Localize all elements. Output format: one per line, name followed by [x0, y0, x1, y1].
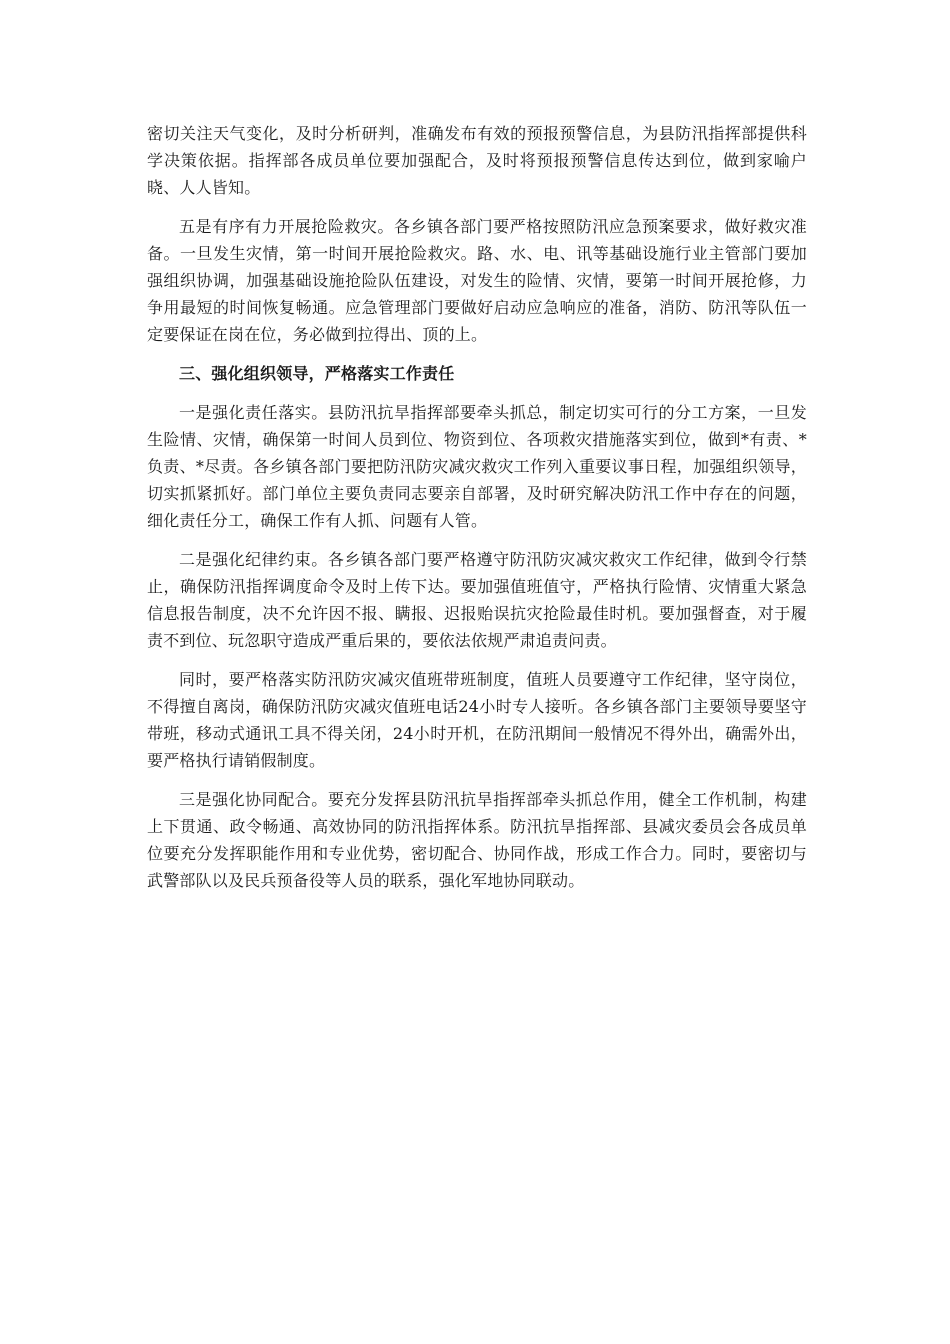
paragraph-duty-system: 同时，要严格落实防汛防灾减灾值班带班制度，值班人员要遵守工作纪律，坚守岗位，不得擅自离岗，确保防汛防灾减灾值班电话24小时专人接听。各乡镇各部门主要领导要坚守带班，移动式通讯工具不得关闭，24小时开机，在防汛期间一般情况不得外出，确需外出，要严格执行请销假制度。 [147, 670, 807, 770]
paragraph-continued: 密切关注天气变化，及时分析研判，准确发布有效的预报预警信息，为县防汛指挥部提供科学决策依据。指挥部各成员单位要加强配合，及时将预报预警信息传达到位，做到家喻户晓、人人皆知。 [147, 124, 807, 197]
document-body [147, 120, 807, 906]
paragraph-coordination: 三是强化协同配合。要充分发挥县防汛抗旱指挥部牵头抓总作用，健全工作机制，构建上下贯通、政令畅通、高效协同的防汛指挥体系。防汛抗旱指挥部、县减灾委员会各成员单位要充分发挥职能作用和专业优势，密切配合、协同作战，形成工作合力。同时，要密切与武警部队以及民兵预备役等人员的联系，强化军地协同联动。 [147, 790, 807, 890]
paragraph-discipline: 二是强化纪律约束。各乡镇各部门要严格遵守防汛防灾减灾救灾工作纪律，做到令行禁止，确保防汛指挥调度命令及时上传下达。要加强值班值守，严格执行险情、灾情重大紧急信息报告制度，决不允许因不报、瞒报、迟报贻误抗灾抢险最佳时机。要加强督查，对于履责不到位、玩忽职守造成严重后果的，要依法依规严肃追责问责。 [147, 550, 807, 650]
section-heading: 三、强化组织领导，严格落实工作责任 [179, 364, 455, 383]
paragraph-rescue: 五是有序有力开展抢险救灾。各乡镇各部门要严格按照防汛应急预案要求，做好救灾准备。一旦发生灾情，第一时间开展抢险救灾。路、水、电、讯等基础设施行业主管部门要加强组织协调，加强基础设施抢险队伍建设，对发生的险情、灾情，要第一时间开展抢修，力争用最短的时间恢复畅通。应急管理部门要做好启动应急响应的准备，消防、防汛等队伍一定要保证在岗在位，务必做到拉得出、顶的上。 [147, 217, 807, 344]
paragraph-responsibility: 一是强化责任落实。县防汛抗旱指挥部要牵头抓总，制定切实可行的分工方案，一旦发生险情、灾情，确保第一时间人员到位、物资到位、各项救灾措施落实到位，做到*有责、*负责、*尽责。各乡镇各部门要把防汛防灾减灾救灾工作列入重要议事日程，加强组织领导，切实抓紧抓好。部门单位主要负责同志要亲自部署，及时研究解决防汛工作中存在的问题，细化责任分工，确保工作有人抓、问题有人管。 [147, 403, 807, 530]
